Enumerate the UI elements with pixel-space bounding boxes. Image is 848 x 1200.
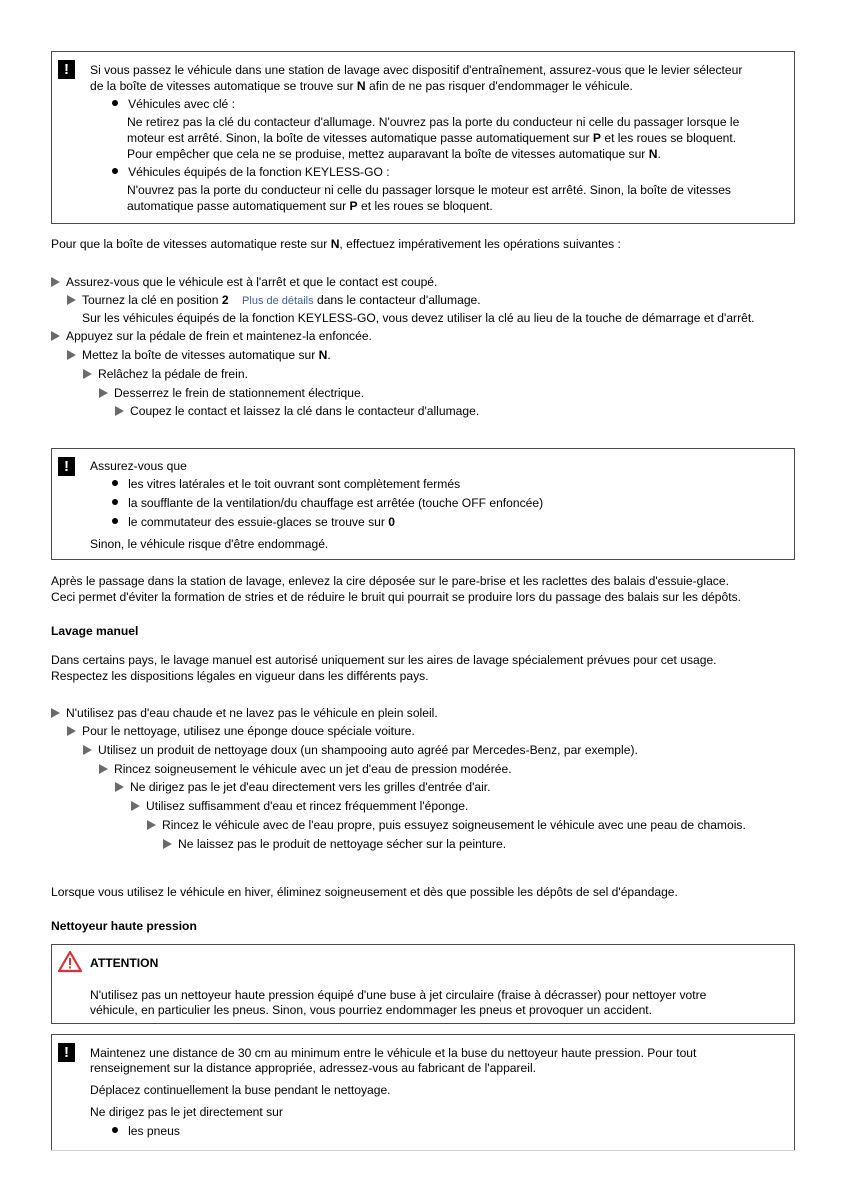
- step-item: Coupez le contact et laissez la clé dans le contacteur d'allumage.: [115, 403, 479, 419]
- notice-text: Déplacez continuellement la buse pendant le nettoyage.: [90, 1083, 391, 1097]
- step-note: Sur les véhicules équipés de la fonction KEYLESS-GO, vous devez utiliser la clé au lieu de la touche de démarrage et d'arrêt.: [82, 311, 755, 325]
- more-details-link[interactable]: Plus de détails: [242, 295, 314, 307]
- notice-text: Si vous passez le véhicule dans une station de lavage avec dispositif d'entraînement, assurez-vous que le levier sélecteur: [90, 63, 743, 77]
- step-item: Mettez la boîte de vitesses automatique sur N.: [67, 347, 331, 363]
- exclamation-icon: !: [58, 1043, 75, 1062]
- step-item: Rincez le véhicule avec de l'eau propre, puis essuyez soigneusement le véhicule avec une peau de chamois.: [147, 817, 746, 833]
- bullet-icon: [112, 499, 118, 505]
- list-item: les pneus: [112, 1123, 180, 1139]
- notice-text: renseignement sur la distance appropriée, adressez-vous au fabricant de l'appareil.: [90, 1061, 537, 1075]
- paragraph: Pour que la boîte de vitesses automatique reste sur N, effectuez impérativement les opérations suivantes :: [51, 237, 621, 251]
- notice-text: Maintenez une distance de 30 cm au minimum entre le véhicule et la buse du nettoyeur haute pression. Pour tout: [90, 1046, 697, 1060]
- notice-text: de la boîte de vitesses automatique se trouve sur N afin de ne pas risquer d'endommager le véhicule.: [90, 79, 633, 93]
- section-heading: Nettoyeur haute pression: [51, 919, 197, 933]
- arrow-right-icon: [99, 764, 108, 774]
- paragraph: Lorsque vous utilisez le véhicule en hiver, éliminez soigneusement et dès que possible les dépôts de sel d'épandage.: [51, 885, 678, 899]
- paragraph: Après le passage dans la station de lavage, enlevez la cire déposée sur le pare-brise et les raclettes des balais d'essuie-glace.: [51, 574, 729, 588]
- arrow-right-icon: [163, 839, 172, 849]
- list-item: les vitres latérales et le toit ouvrant sont complètement fermés: [112, 476, 460, 492]
- notice-text: moteur est arrêté. Sinon, la boîte de vitesses automatique passe automatiquement sur P et les roues se bloquent.: [127, 131, 737, 145]
- step-item: Ne laissez pas le produit de nettoyage sécher sur la peinture.: [163, 836, 506, 852]
- arrow-right-icon: [51, 331, 60, 341]
- warning-text: N'utilisez pas un nettoyeur haute pression équipé d'une buse à jet circulaire (fraise à décrasser) pour nettoyer votre: [90, 988, 707, 1002]
- arrow-right-icon: [115, 406, 124, 416]
- step-item: Desserrez le frein de stationnement électrique.: [99, 385, 364, 401]
- bullet-icon: [112, 1127, 118, 1133]
- paragraph: Dans certains pays, le lavage manuel est autorisé uniquement sur les aires de lavage spécialement prévues pour cet usage.: [51, 653, 717, 667]
- step-item: Appuyez sur la pédale de frein et maintenez-la enfoncée.: [51, 328, 372, 344]
- notice-text: Sinon, le véhicule risque d'être endommagé.: [90, 537, 329, 551]
- list-item: la soufflante de la ventilation/du chauffage est arrêtée (touche OFF enfoncée): [112, 495, 543, 511]
- notice-text: N'ouvrez pas la porte du conducteur ni celle du passager lorsque le moteur est arrêté. Sinon, la boîte de vitesses: [127, 183, 731, 197]
- arrow-right-icon: [67, 726, 76, 736]
- warning-box: [51, 944, 795, 1024]
- step-item: Pour le nettoyage, utilisez une éponge douce spéciale voiture.: [67, 723, 415, 739]
- exclamation-icon: !: [58, 457, 75, 476]
- section-heading: Lavage manuel: [51, 624, 139, 638]
- arrow-right-icon: [51, 708, 60, 718]
- list-item: Véhicules équipés de la fonction KEYLESS-GO :: [112, 164, 390, 180]
- warning-triangle-icon: [57, 950, 83, 973]
- bullet-icon: [112, 168, 118, 174]
- arrow-right-icon: [51, 277, 60, 287]
- list-item: le commutateur des essuie-glaces se trouve sur 0: [112, 514, 395, 530]
- notice-box-checks: [51, 448, 795, 560]
- arrow-right-icon: [67, 350, 76, 360]
- step-item: Assurez-vous que le véhicule est à l'arrêt et que le contact est coupé.: [51, 274, 437, 290]
- arrow-right-icon: [115, 782, 124, 792]
- notice-text: Ne retirez pas la clé du contacteur d'allumage. N'ouvrez pas la porte du conducteur ni celle du passager lorsque le: [127, 115, 740, 129]
- notice-box-pressure-washer: [51, 1034, 795, 1150]
- warning-title: ATTENTION: [90, 956, 159, 970]
- arrow-right-icon: [67, 295, 76, 305]
- notice-text: Pour empêcher que cela ne se produise, mettez auparavant la boîte de vitesses automatique sur N.: [127, 147, 661, 161]
- step-item: Utilisez suffisamment d'eau et rincez fréquemment l'éponge.: [131, 798, 468, 814]
- notice-text: Ne dirigez pas le jet directement sur: [90, 1105, 283, 1119]
- bullet-icon: [112, 100, 118, 106]
- warning-text: véhicule, en particulier les pneus. Sinon, vous pourriez endommager les pneus et provoquer un accident.: [90, 1003, 653, 1017]
- arrow-right-icon: [99, 388, 108, 398]
- step-item: Relâchez la pédale de frein.: [83, 366, 248, 382]
- paragraph: Respectez les dispositions légales en vigueur dans les différents pays.: [51, 669, 429, 683]
- page-cut-line: [51, 1150, 795, 1151]
- arrow-right-icon: [83, 745, 92, 755]
- arrow-right-icon: [147, 820, 156, 830]
- paragraph: Ceci permet d'éviter la formation de stries et de réduire le bruit qui pourrait se produire lors du passage des balais sur les dépôts.: [51, 590, 741, 604]
- arrow-right-icon: [131, 801, 140, 811]
- step-item: Rincez soigneusement le véhicule avec un jet d'eau de pression modérée.: [99, 761, 512, 777]
- notice-text: automatique passe automatiquement sur P et les roues se bloquent.: [127, 199, 493, 213]
- step-item: Utilisez un produit de nettoyage doux (un shampooing auto agréé par Mercedes-Benz, par exemple).: [83, 742, 638, 758]
- bullet-icon: [112, 518, 118, 524]
- arrow-right-icon: [83, 369, 92, 379]
- bullet-icon: [112, 480, 118, 486]
- notice-box-car-wash: [51, 51, 795, 224]
- step-item: N'utilisez pas d'eau chaude et ne lavez pas le véhicule en plein soleil.: [51, 705, 438, 721]
- exclamation-icon: !: [58, 60, 75, 79]
- step-item: Tournez la clé en position 2 Plus de détails dans le contacteur d'allumage.: [67, 292, 481, 309]
- list-item: Véhicules avec clé :: [112, 96, 235, 112]
- notice-text: Assurez-vous que: [90, 459, 187, 473]
- step-item: Ne dirigez pas le jet d'eau directement vers les grilles d'entrée d'air.: [115, 779, 491, 795]
